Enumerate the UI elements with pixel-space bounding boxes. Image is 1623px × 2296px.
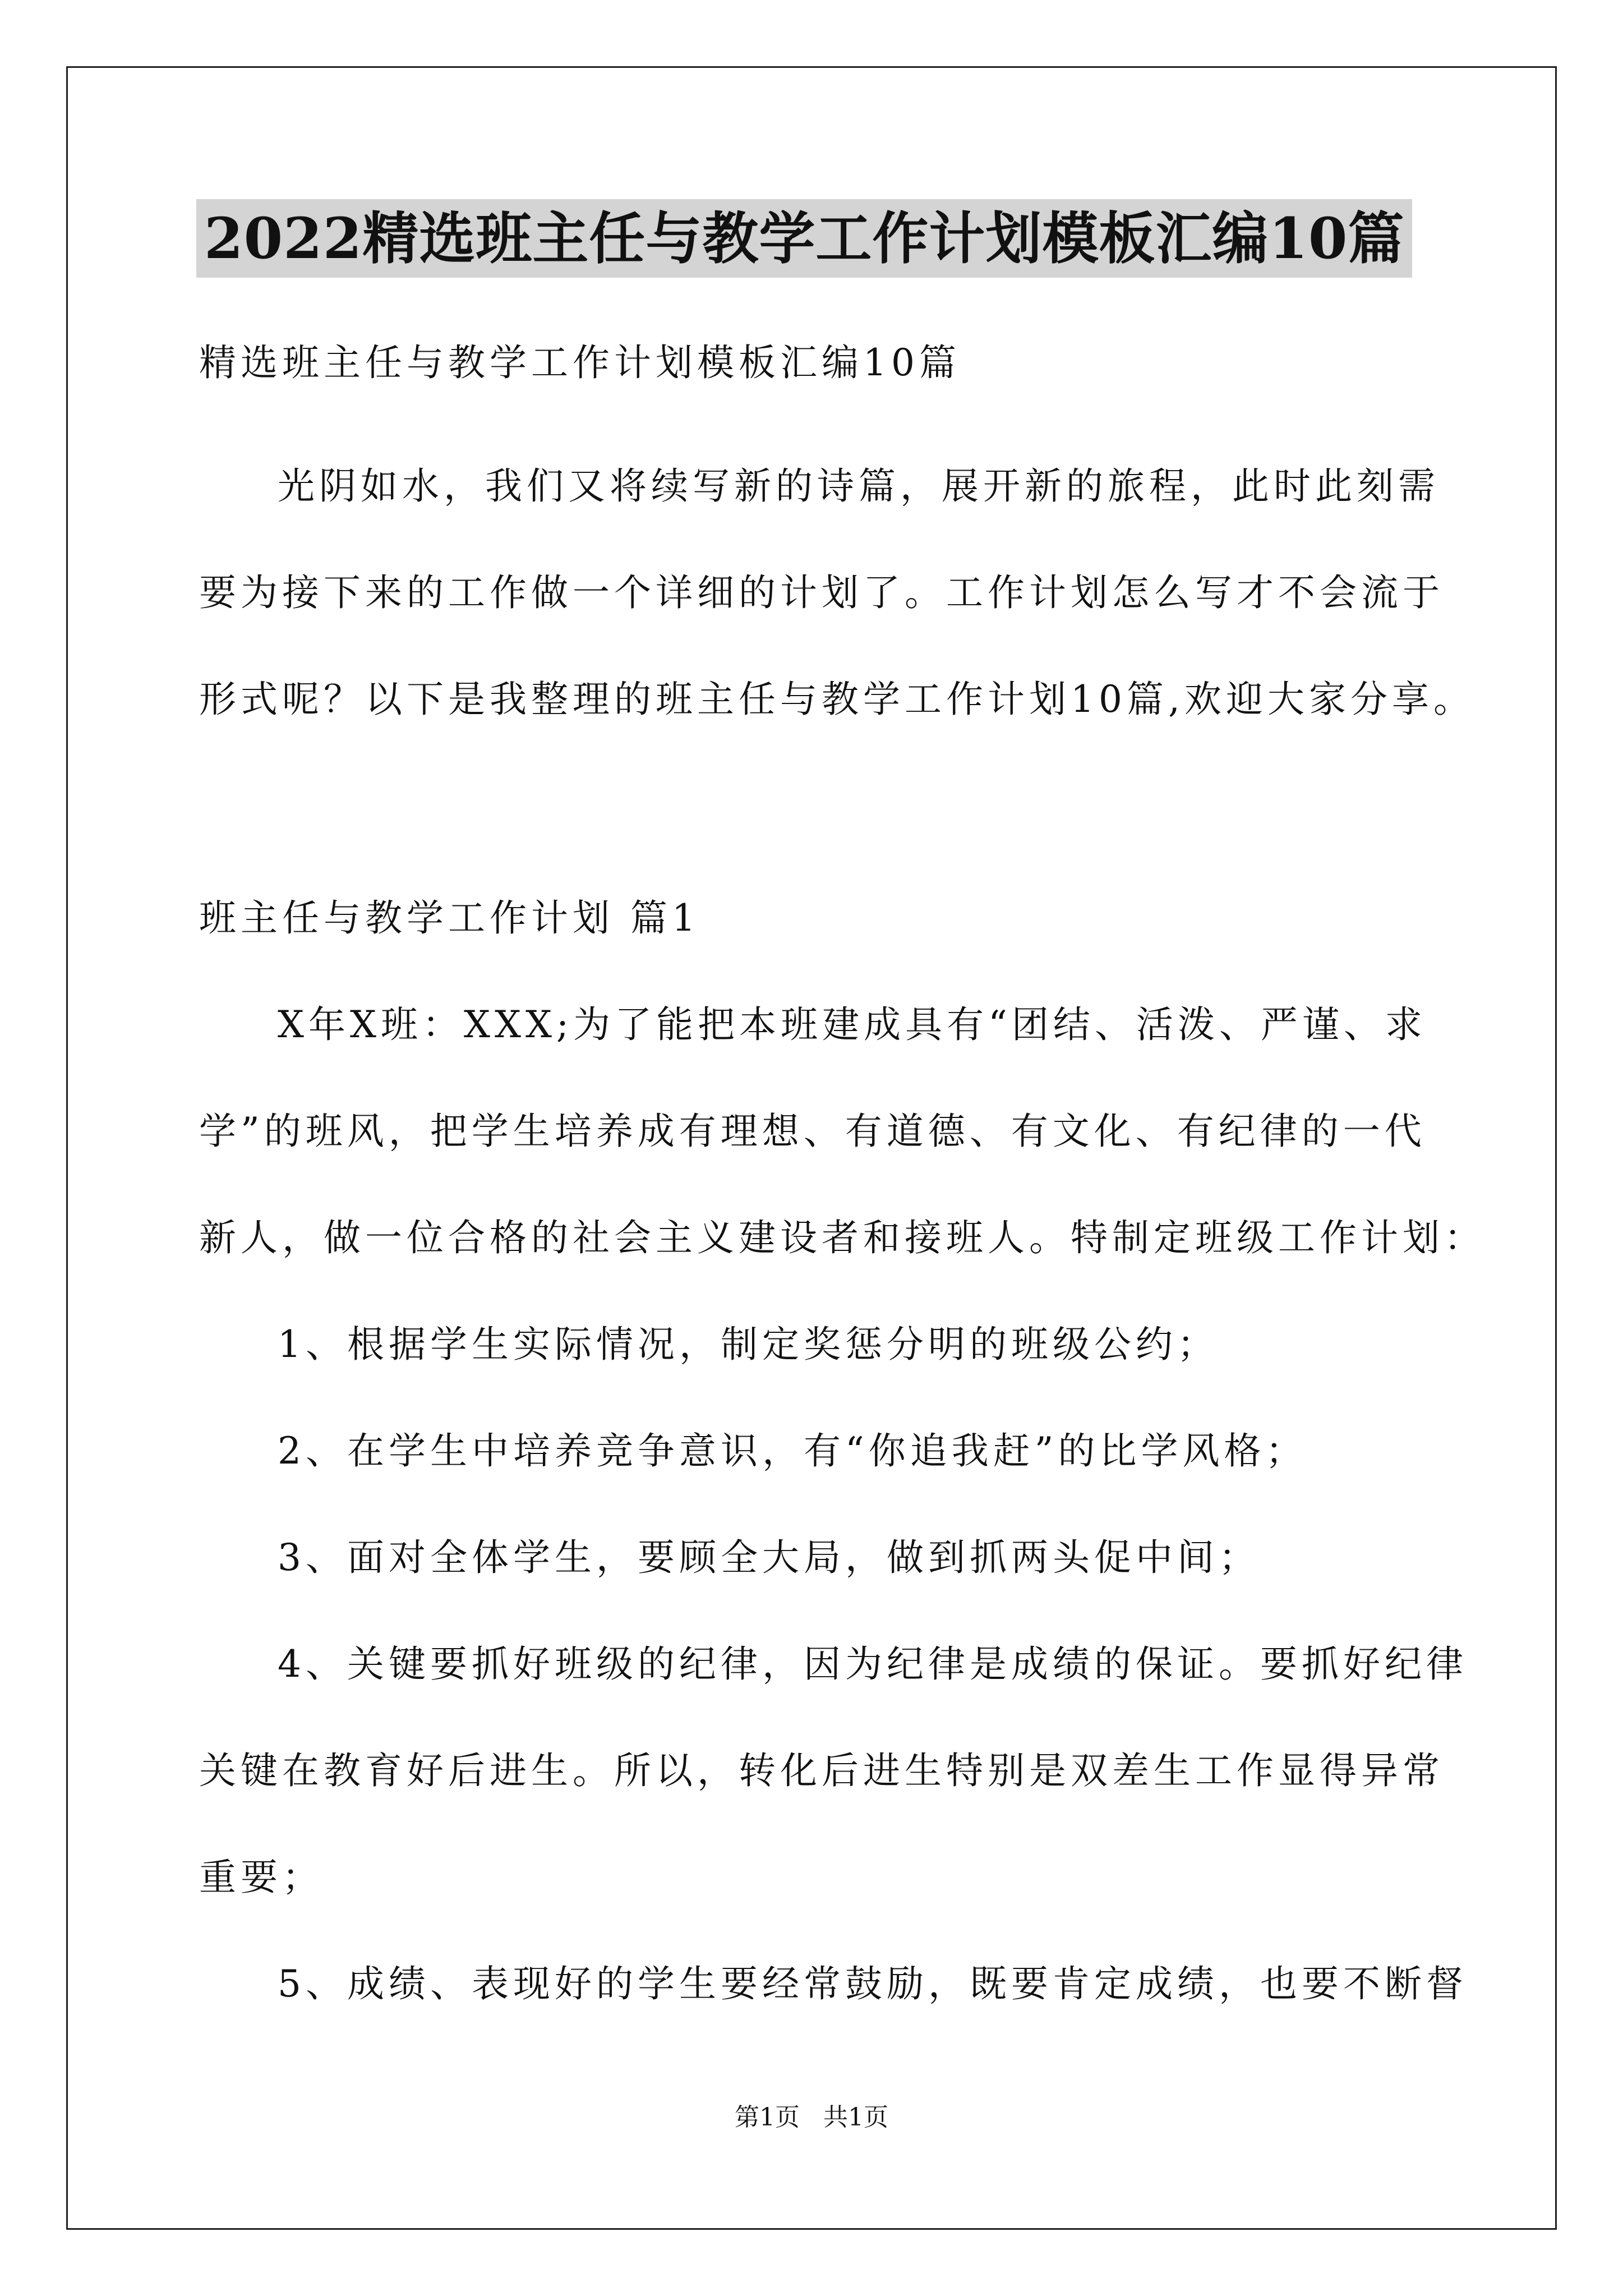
intro-line-2: 要为接下来的工作做一个详细的计划了。工作计划怎么写才不会流于 xyxy=(199,571,1444,614)
document-title: 2022精选班主任与教学工作计划模板汇编10篇 xyxy=(196,199,1412,278)
list-item-2: 2、在学生中培养竞争意识，有“你追我赶”的比学风格； xyxy=(278,1429,1307,1473)
list-item-3: 3、面对全体学生，要顾全大局，做到抓两头促中间； xyxy=(278,1536,1260,1579)
section-intro-line-3: 新人，做一位合格的社会主义建设者和接班人。特制定班级工作计划： xyxy=(199,1216,1486,1259)
section-intro-line-1: X年X班：XXX;为了能把本班建成具有“团结、活泼、严谨、求 xyxy=(278,1003,1427,1046)
section-heading: 班主任与教学工作计划 篇1 xyxy=(199,896,700,940)
page-total: 共1页 xyxy=(823,2103,888,2132)
page-number: 第1页 xyxy=(735,2103,800,2132)
list-item-5-line-1: 5、成绩、表现好的学生要经常鼓励，既要肯定成绩，也要不断督 xyxy=(278,1962,1468,2005)
section-intro-line-2: 学”的班风，把学生培养成有理想、有道德、有文化、有纪律的一代 xyxy=(199,1110,1426,1153)
page-footer xyxy=(0,2101,1623,2134)
intro-line-1: 光阴如水，我们又将续写新的诗篇，展开新的旅程，此时此刻需 xyxy=(278,464,1440,508)
list-item-4-line-3: 重要； xyxy=(199,1856,324,1899)
intro-line-3: 形式呢？以下是我整理的班主任与教学工作计划10篇,欢迎大家分享。 xyxy=(199,678,1475,721)
list-item-4-line-2: 关键在教育好后进生。所以，转化后进生特别是双差生工作显得异常 xyxy=(199,1749,1444,1792)
subtitle: 精选班主任与教学工作计划模板汇编10篇 xyxy=(199,341,961,384)
list-item-4-line-1: 4、关键要抓好班级的纪律，因为纪律是成绩的保证。要抓好纪律 xyxy=(278,1642,1468,1686)
list-item-1: 1、根据学生实际情况，制定奖惩分明的班级公约； xyxy=(278,1323,1219,1366)
